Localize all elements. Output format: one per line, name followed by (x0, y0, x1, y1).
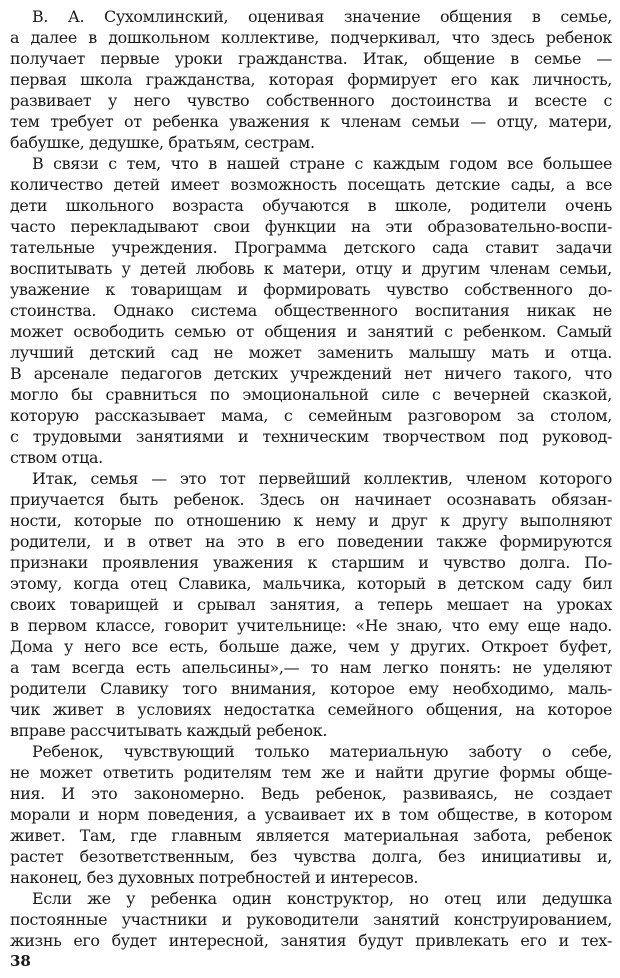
text-line: получает первые уроки гражданства. Итак, общение в семье — (10, 49, 612, 68)
text-line: может освободить семью от общения и занятий с ребенком. Самый (10, 322, 612, 341)
text-line: в первом классе, говорит учительнице: «Не знаю, что ему еще надо. (10, 616, 612, 635)
paragraph-2 (10, 153, 612, 468)
text-line: постоянные участники и руководители занятий конструированием, (10, 910, 612, 929)
paragraph-5 (10, 888, 612, 951)
paragraph-3 (10, 468, 612, 741)
text-line: ности, которые по отношению к нему и друг к другу выполняют (10, 511, 612, 530)
text-line: родители, и в ответ на это в его поведении также формируются (10, 532, 612, 551)
text-line: Итак, семья — это тот первейший коллектив, членом которого (32, 469, 612, 488)
text-line: которую рассказывает мама, с семейным разговором за столом, (10, 406, 612, 425)
text-line: бабушке, дедушке, братьям, сестрам. (10, 133, 315, 152)
text-line: тем требует от ребенка уважения к членам семьи — отцу, матери, (10, 112, 612, 131)
text-line: часто перекладывают свои функции на эти образовательно-воспи- (10, 217, 612, 236)
text-line: В арсенале педагогов детских учреждений нет ничего такого, что (10, 364, 612, 383)
text-line: дети школьного возраста обучаются в школе, родители очень (10, 196, 612, 215)
paragraph-4 (10, 741, 612, 888)
text-line: своих товарищей и срывал занятия, а теперь мешает на уроках (10, 595, 612, 614)
text-line: морали и норм поведения, а усваивает их в том обществе, в котором (10, 805, 612, 824)
text-line: вправе рассчитывать каждый ребенок. (10, 721, 328, 740)
page-number: 38 (10, 952, 31, 970)
text-line: чик живет в условиях недостатка семейного общения, на которое (10, 700, 612, 719)
text-line: признаки проявления уважения к старшим и чувство долга. По- (10, 553, 612, 572)
text-line: стоинства. Однако система общественного воспитания никак не (10, 301, 612, 320)
text-line: а далее в дошкольном коллективе, подчеркивал, что здесь ребенок (10, 28, 612, 47)
text-line: а там всегда есть апельсины»,— то нам легко понять: не уделяют (10, 658, 612, 677)
text-line: Дома у него все есть, больше даже, чем у других. Откроет буфет, (10, 637, 612, 656)
text-line: приучается быть ребенок. Здесь он начинает осознавать обязан- (10, 490, 612, 509)
text-line: первая школа гражданства, которая формирует его как личность, (10, 70, 612, 89)
text-line: воспитывать у детей любовь к матери, отцу и другим членам семьи, (10, 259, 612, 278)
text-line: ния. И это закономерно. Ведь ребенок, развиваясь, не создает (10, 784, 612, 803)
text-line: лучший детский сад не может заменить малышу мать и отца. (10, 343, 612, 362)
text-line: живет. Там, где главным является материальная забота, ребенок (10, 826, 612, 845)
text-line: Ребенок, чувствующий только материальную заботу о себе, (32, 742, 612, 761)
text-line: В. А. Сухомлинский, оценивая значение общения в семье, (32, 7, 612, 26)
text-line: наконец, без духовных потребностей и интересов. (10, 868, 419, 887)
text-line: этому, когда отец Славика, мальчика, который в детском саду бил (10, 574, 612, 593)
text-line: с трудовыми занятиями и техническим творчеством под руковод- (10, 427, 612, 446)
text-line: развивает у него чувство собственного достоинства и всесте с (10, 91, 612, 110)
book-page (10, 6, 612, 951)
paragraph-1 (10, 6, 612, 153)
text-line: родители Славику того внимания, которое ему необходимо, маль- (10, 679, 612, 698)
text-line: жизнь его будет интересной, занятия будут привлекать его и тех- (10, 931, 612, 950)
text-line: количество детей имеет возможность посещать детские сады, а все (10, 175, 612, 194)
text-line: Если же у ребенка один конструктор, но отец или дедушка (32, 889, 612, 908)
text-line: ством отца. (10, 448, 103, 467)
text-line: В связи с тем, что в нашей стране с каждым годом все большее (32, 154, 612, 173)
text-line: тательные учреждения. Программа детского сада ставит задачи (10, 238, 612, 257)
text-line: могло бы сравниться по эмоциональной силе с вечерней сказкой, (10, 385, 612, 404)
text-line: растет безответственным, без чувства долга, без инициативы и, (10, 847, 612, 866)
text-line: уважение к товарищам и формировать чувство собственного до- (10, 280, 612, 299)
text-line: не может ответить родителям тем же и найти другие формы обще- (10, 763, 612, 782)
